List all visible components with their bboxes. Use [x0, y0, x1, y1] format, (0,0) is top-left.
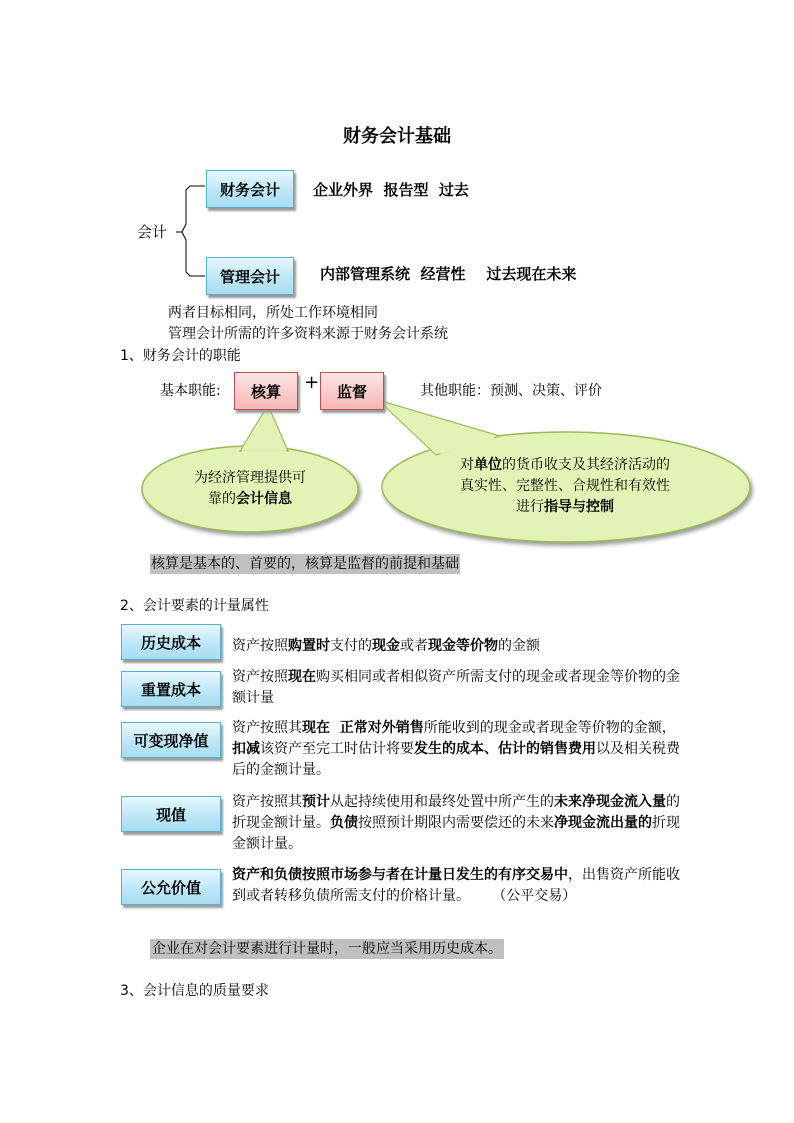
plus-sign: +	[304, 372, 320, 393]
branch-management-desc: 内部管理系统 经营性 过去现在未来	[320, 265, 577, 283]
function-supervision-box: 监督	[320, 372, 384, 410]
branch-financial-accounting: 财务会计	[206, 170, 294, 208]
attr-net-realizable-value-desc: 资产按照其现在 正常对外销售所能收到的现金或者现金等价物的金额，扣减该资产至完工时估计将要发生的成本、估计的销售费用以及相关税费后的金额计量。	[232, 720, 680, 778]
callout-accounting: 为经济管理提供可 靠的会计信息	[194, 470, 306, 507]
section1-heading: 1、财务会计的职能	[120, 348, 241, 364]
branch-management-accounting: 管理会计	[206, 257, 294, 295]
section3-heading: 3、会计信息的质量要求	[120, 983, 269, 999]
attr-net-realizable-value: 可变现净值	[121, 722, 221, 758]
note-line: 两者目标相同，所处工作环境相同	[168, 305, 378, 321]
attr-replacement-cost-desc: 资产按照现在购买相同或者相似资产所需支付的现金或者现金等价物的金额计量	[232, 669, 680, 706]
section2-heading: 2、会计要素的计量属性	[120, 598, 269, 614]
page-title: 财务会计基础	[343, 126, 451, 147]
attr-fair-value: 公允价值	[121, 869, 221, 905]
other-functions: 其他职能：预测、决策、评价	[420, 383, 602, 399]
function-accounting-box: 核算	[234, 372, 298, 410]
attr-present-value: 现值	[121, 796, 221, 832]
root-label: 会计	[137, 223, 168, 241]
basic-function-label: 基本职能:	[160, 383, 221, 399]
attr-replacement-cost: 重置成本	[121, 671, 221, 707]
section1-summary: 核算是基本的、首要的，核算是监督的前提和基础	[151, 556, 459, 572]
attr-fair-value-desc: 资产和负债按照市场参与者在计量日发生的有序交易中，出售资产所能收到或者转移负债所需支付的价格计量。 （公平交易）	[232, 867, 680, 904]
attr-historical-cost-desc: 资产按照购置时支付的现金或者现金等价物的金额	[232, 638, 540, 654]
callout-supervision: 对单位的货币收支及其经济活动的 真实性、完整性、合规性和有效性 进行指导与控制	[460, 457, 670, 515]
branch-financial-desc: 企业外界 报告型 过去	[313, 181, 469, 199]
section2-summary: 企业在对会计要素进行计量时，一般应当采用历史成本。	[152, 941, 502, 957]
attr-present-value-desc: 资产按照其预计从起持续使用和最终处置中所产生的未来净现金流入量的折现金额计量。负债按照预计期限内需要偿还的未来净现金流出量的折现金额计量。	[232, 794, 680, 852]
attr-historical-cost: 历史成本	[121, 624, 221, 660]
note-line: 管理会计所需的许多资料来源于财务会计系统	[168, 326, 448, 342]
